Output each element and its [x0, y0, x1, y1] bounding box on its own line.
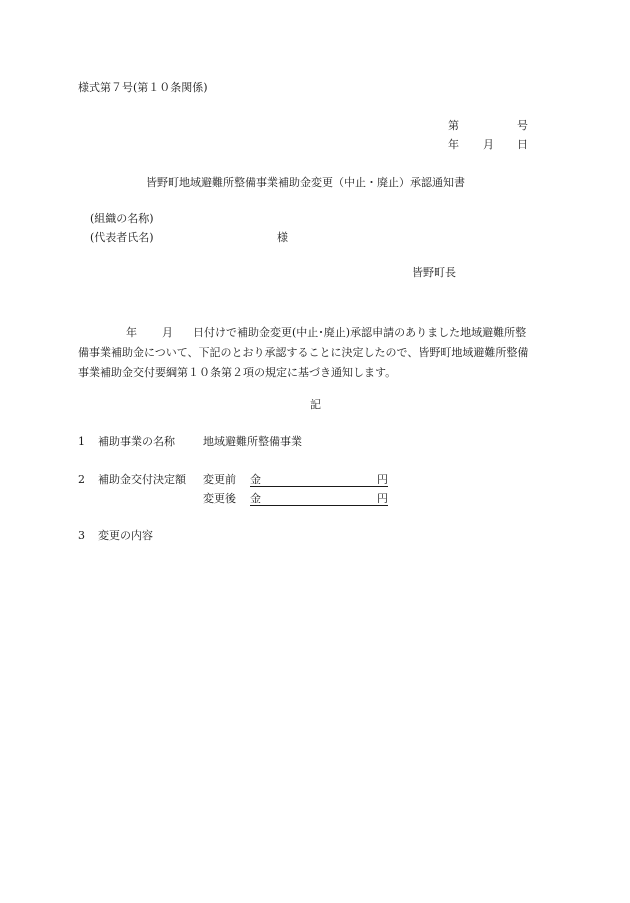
recipient-honorific: 様 — [277, 231, 288, 244]
amount-before-currency: 金 — [250, 473, 261, 486]
record-mark: 記 — [310, 398, 321, 411]
body-line-1 — [78, 323, 552, 343]
date-month: 月 — [483, 138, 494, 151]
doc-number-prefix: 第 — [448, 119, 459, 132]
item-1-number: 1 — [78, 435, 85, 448]
body-year: 年 — [126, 326, 137, 339]
body-line-1-text: 日付けで補助金変更(中止･廃止)承認申請のありました地域避難所整 — [193, 326, 527, 339]
sender-name: 皆野町長 — [412, 266, 456, 279]
item-1-label: 補助事業の名称 — [98, 435, 175, 448]
body-line-2: 備事業補助金について、下記のとおり承認することに決定したので、皆野町地域避難所整備 — [78, 346, 529, 359]
date-year: 年 — [448, 138, 459, 151]
body-line-3: 事業補助金交付要綱第１０条第２項の規定に基づき通知します。 — [78, 366, 397, 379]
recipient-rep-label: (代表者氏名) — [90, 231, 154, 244]
amount-after-unit: 円 — [377, 492, 388, 505]
amount-before-label: 変更前 — [203, 473, 236, 486]
item-3-number: 3 — [78, 529, 85, 542]
item-2-label: 補助金交付決定額 — [98, 473, 186, 486]
amount-after-label: 変更後 — [203, 492, 236, 505]
amount-after-currency: 金 — [250, 492, 261, 505]
doc-number-suffix: 号 — [517, 119, 528, 132]
recipient-org-label: (組織の名称) — [90, 212, 154, 225]
amount-before-field — [250, 473, 388, 487]
form-number: 様式第７号(第１０条関係) — [78, 81, 208, 94]
amount-before-unit: 円 — [377, 473, 388, 486]
date-day: 日 — [517, 138, 528, 151]
amount-after-field — [250, 492, 388, 506]
item-1-value: 地域避難所整備事業 — [203, 435, 302, 448]
item-3-label: 変更の内容 — [98, 529, 153, 542]
body-text — [78, 323, 552, 383]
item-2-number: 2 — [78, 473, 85, 486]
document-title: 皆野町地域避難所整備事業補助金変更（中止・廃止）承認通知書 — [146, 176, 465, 189]
body-month: 月 — [162, 326, 173, 339]
